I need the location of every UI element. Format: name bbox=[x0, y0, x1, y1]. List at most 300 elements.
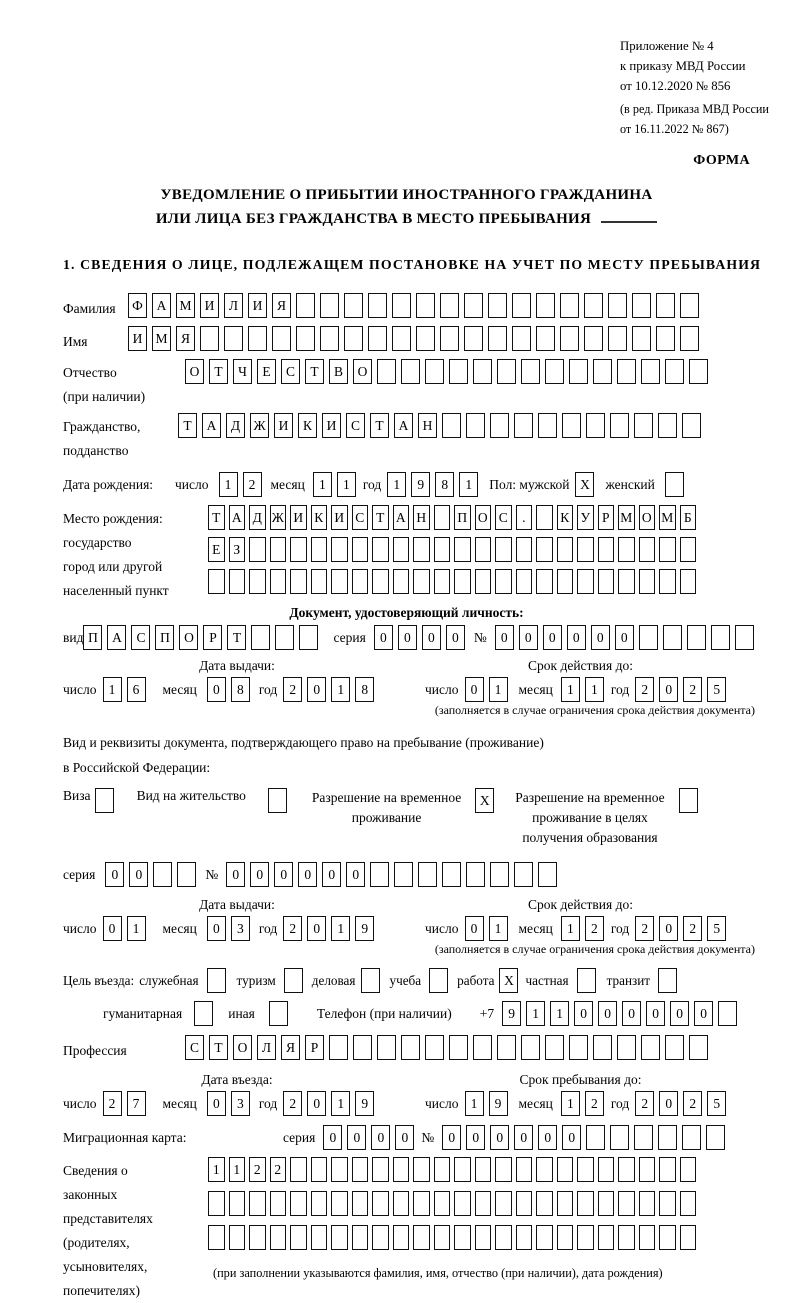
char-box[interactable] bbox=[618, 537, 635, 562]
char-box[interactable]: О bbox=[179, 625, 198, 650]
char-box[interactable] bbox=[331, 537, 348, 562]
char-box[interactable]: 0 bbox=[659, 916, 678, 941]
char-box[interactable]: 0 bbox=[659, 677, 678, 702]
char-box[interactable] bbox=[516, 537, 533, 562]
char-box[interactable]: X bbox=[575, 472, 594, 497]
char-box[interactable] bbox=[434, 537, 451, 562]
res-issue-month-input[interactable] bbox=[207, 916, 255, 941]
char-box[interactable] bbox=[586, 413, 605, 438]
char-box[interactable] bbox=[95, 788, 114, 813]
char-box[interactable] bbox=[393, 569, 410, 594]
char-box[interactable] bbox=[497, 1035, 516, 1060]
char-box[interactable]: М bbox=[152, 326, 171, 351]
temp-residence-edu-checkbox[interactable] bbox=[679, 788, 703, 813]
char-box[interactable]: У bbox=[577, 505, 594, 530]
char-box[interactable] bbox=[229, 569, 246, 594]
doc-valid-month-input[interactable] bbox=[561, 677, 609, 702]
char-box[interactable] bbox=[687, 625, 706, 650]
char-box[interactable] bbox=[454, 1157, 471, 1182]
char-box[interactable] bbox=[488, 326, 507, 351]
patronymic-input[interactable] bbox=[185, 359, 713, 384]
char-box[interactable] bbox=[488, 293, 507, 318]
char-box[interactable] bbox=[473, 1035, 492, 1060]
char-box[interactable] bbox=[718, 1001, 737, 1026]
char-box[interactable]: 1 bbox=[585, 677, 604, 702]
char-box[interactable]: А bbox=[394, 413, 413, 438]
char-box[interactable] bbox=[569, 359, 588, 384]
char-box[interactable]: 0 bbox=[374, 625, 393, 650]
char-box[interactable] bbox=[679, 788, 698, 813]
char-box[interactable] bbox=[495, 537, 512, 562]
char-box[interactable]: 9 bbox=[502, 1001, 521, 1026]
char-box[interactable] bbox=[224, 326, 243, 351]
char-box[interactable] bbox=[536, 505, 553, 530]
res-issue-day-input[interactable] bbox=[103, 916, 151, 941]
char-box[interactable] bbox=[598, 569, 615, 594]
char-box[interactable]: П bbox=[155, 625, 174, 650]
entry-month-input[interactable] bbox=[207, 1091, 255, 1116]
char-box[interactable] bbox=[521, 359, 540, 384]
profession-input[interactable] bbox=[185, 1035, 713, 1060]
char-box[interactable]: 9 bbox=[489, 1091, 508, 1116]
char-box[interactable] bbox=[434, 569, 451, 594]
char-box[interactable] bbox=[229, 1191, 246, 1216]
char-box[interactable]: 0 bbox=[519, 625, 538, 650]
char-box[interactable] bbox=[208, 1191, 225, 1216]
char-box[interactable] bbox=[272, 326, 291, 351]
birth-year-input[interactable] bbox=[387, 472, 483, 497]
char-box[interactable] bbox=[560, 326, 579, 351]
char-box[interactable] bbox=[639, 1157, 656, 1182]
char-box[interactable]: Я bbox=[272, 293, 291, 318]
char-box[interactable]: А bbox=[152, 293, 171, 318]
purpose-business-checkbox[interactable] bbox=[361, 968, 385, 993]
char-box[interactable]: 0 bbox=[670, 1001, 689, 1026]
char-box[interactable]: М bbox=[618, 505, 635, 530]
doc-valid-year-input[interactable] bbox=[635, 677, 731, 702]
char-box[interactable] bbox=[632, 326, 651, 351]
char-box[interactable] bbox=[711, 625, 730, 650]
char-box[interactable]: 8 bbox=[355, 677, 374, 702]
char-box[interactable] bbox=[490, 862, 509, 887]
char-box[interactable] bbox=[251, 625, 270, 650]
char-box[interactable]: Т bbox=[178, 413, 197, 438]
doc-valid-day-input[interactable] bbox=[465, 677, 513, 702]
char-box[interactable] bbox=[311, 1157, 328, 1182]
char-box[interactable]: 0 bbox=[322, 862, 341, 887]
char-box[interactable] bbox=[665, 359, 684, 384]
char-box[interactable] bbox=[352, 537, 369, 562]
char-box[interactable]: 2 bbox=[683, 1091, 702, 1116]
purpose-official-checkbox[interactable] bbox=[207, 968, 231, 993]
char-box[interactable] bbox=[577, 968, 596, 993]
char-box[interactable]: П bbox=[83, 625, 102, 650]
char-box[interactable]: 8 bbox=[435, 472, 454, 497]
char-box[interactable] bbox=[464, 326, 483, 351]
char-box[interactable] bbox=[680, 1191, 697, 1216]
doc-type-input[interactable] bbox=[83, 625, 323, 650]
entry-day-input[interactable] bbox=[103, 1091, 151, 1116]
char-box[interactable] bbox=[495, 1191, 512, 1216]
char-box[interactable] bbox=[584, 326, 603, 351]
char-box[interactable]: 1 bbox=[337, 472, 356, 497]
char-box[interactable]: 1 bbox=[331, 1091, 350, 1116]
char-box[interactable] bbox=[641, 359, 660, 384]
char-box[interactable]: Я bbox=[176, 326, 195, 351]
sex-female-checkbox[interactable] bbox=[665, 472, 689, 497]
char-box[interactable]: Я bbox=[281, 1035, 300, 1060]
char-box[interactable]: 0 bbox=[465, 677, 484, 702]
char-box[interactable] bbox=[473, 359, 492, 384]
char-box[interactable] bbox=[538, 862, 557, 887]
temp-residence-checkbox[interactable] bbox=[475, 788, 499, 813]
char-box[interactable] bbox=[200, 326, 219, 351]
char-box[interactable] bbox=[536, 1191, 553, 1216]
char-box[interactable]: 0 bbox=[105, 862, 124, 887]
char-box[interactable]: Д bbox=[226, 413, 245, 438]
char-box[interactable] bbox=[593, 1035, 612, 1060]
char-box[interactable] bbox=[516, 569, 533, 594]
char-box[interactable] bbox=[353, 1035, 372, 1060]
char-box[interactable]: А bbox=[202, 413, 221, 438]
doc-series-input[interactable] bbox=[374, 625, 470, 650]
char-box[interactable]: 1 bbox=[208, 1157, 225, 1182]
char-box[interactable]: 3 bbox=[231, 1091, 250, 1116]
char-box[interactable] bbox=[344, 293, 363, 318]
char-box[interactable]: 0 bbox=[622, 1001, 641, 1026]
char-box[interactable]: 9 bbox=[411, 472, 430, 497]
char-box[interactable] bbox=[434, 1225, 451, 1250]
char-box[interactable] bbox=[249, 537, 266, 562]
char-box[interactable] bbox=[393, 1191, 410, 1216]
char-box[interactable]: 2 bbox=[270, 1157, 287, 1182]
char-box[interactable]: 0 bbox=[591, 625, 610, 650]
char-box[interactable] bbox=[270, 569, 287, 594]
char-box[interactable] bbox=[440, 326, 459, 351]
char-box[interactable]: 2 bbox=[635, 1091, 654, 1116]
char-box[interactable] bbox=[393, 537, 410, 562]
char-box[interactable] bbox=[608, 326, 627, 351]
char-box[interactable]: Р bbox=[305, 1035, 324, 1060]
char-box[interactable] bbox=[617, 1035, 636, 1060]
char-box[interactable] bbox=[418, 862, 437, 887]
char-box[interactable] bbox=[569, 1035, 588, 1060]
char-box[interactable]: 1 bbox=[103, 677, 122, 702]
representatives-line1-input[interactable] bbox=[208, 1157, 700, 1182]
char-box[interactable]: 1 bbox=[489, 916, 508, 941]
char-box[interactable] bbox=[466, 413, 485, 438]
char-box[interactable] bbox=[249, 1191, 266, 1216]
char-box[interactable]: И bbox=[331, 505, 348, 530]
char-box[interactable]: 2 bbox=[585, 916, 604, 941]
char-box[interactable] bbox=[416, 293, 435, 318]
char-box[interactable]: Д bbox=[249, 505, 266, 530]
char-box[interactable] bbox=[577, 1191, 594, 1216]
char-box[interactable] bbox=[680, 326, 699, 351]
char-box[interactable]: 0 bbox=[598, 1001, 617, 1026]
char-box[interactable]: Т bbox=[209, 359, 228, 384]
char-box[interactable] bbox=[639, 1225, 656, 1250]
char-box[interactable]: 0 bbox=[562, 1125, 581, 1150]
char-box[interactable] bbox=[560, 293, 579, 318]
char-box[interactable] bbox=[536, 1157, 553, 1182]
char-box[interactable]: 0 bbox=[226, 862, 245, 887]
char-box[interactable] bbox=[442, 862, 461, 887]
char-box[interactable] bbox=[536, 293, 555, 318]
visa-checkbox[interactable] bbox=[95, 788, 119, 813]
char-box[interactable] bbox=[557, 1191, 574, 1216]
char-box[interactable] bbox=[521, 1035, 540, 1060]
sex-male-checkbox[interactable] bbox=[575, 472, 599, 497]
char-box[interactable] bbox=[536, 326, 555, 351]
char-box[interactable]: 0 bbox=[395, 1125, 414, 1150]
char-box[interactable] bbox=[536, 569, 553, 594]
char-box[interactable] bbox=[392, 326, 411, 351]
char-box[interactable]: 0 bbox=[646, 1001, 665, 1026]
char-box[interactable]: С bbox=[495, 505, 512, 530]
purpose-work-checkbox[interactable] bbox=[499, 968, 523, 993]
char-box[interactable]: Т bbox=[209, 1035, 228, 1060]
char-box[interactable]: 1 bbox=[526, 1001, 545, 1026]
char-box[interactable]: Ф bbox=[128, 293, 147, 318]
mig-number-input[interactable] bbox=[442, 1125, 730, 1150]
char-box[interactable] bbox=[377, 359, 396, 384]
char-box[interactable] bbox=[618, 569, 635, 594]
char-box[interactable]: И bbox=[200, 293, 219, 318]
char-box[interactable] bbox=[634, 1125, 653, 1150]
char-box[interactable] bbox=[361, 968, 380, 993]
char-box[interactable] bbox=[680, 1157, 697, 1182]
char-box[interactable]: К bbox=[557, 505, 574, 530]
char-box[interactable]: И bbox=[290, 505, 307, 530]
char-box[interactable]: А bbox=[393, 505, 410, 530]
char-box[interactable] bbox=[284, 968, 303, 993]
char-box[interactable] bbox=[434, 1191, 451, 1216]
char-box[interactable]: Т bbox=[208, 505, 225, 530]
char-box[interactable]: 2 bbox=[283, 677, 302, 702]
char-box[interactable]: О bbox=[185, 359, 204, 384]
char-box[interactable] bbox=[372, 1191, 389, 1216]
char-box[interactable] bbox=[475, 1157, 492, 1182]
char-box[interactable] bbox=[577, 537, 594, 562]
purpose-humanitarian-checkbox[interactable] bbox=[194, 1001, 218, 1026]
char-box[interactable] bbox=[659, 1225, 676, 1250]
char-box[interactable]: 0 bbox=[574, 1001, 593, 1026]
residence-permit-checkbox[interactable] bbox=[268, 788, 292, 813]
char-box[interactable] bbox=[290, 537, 307, 562]
char-box[interactable] bbox=[269, 1001, 288, 1026]
char-box[interactable]: Л bbox=[224, 293, 243, 318]
char-box[interactable]: 2 bbox=[585, 1091, 604, 1116]
char-box[interactable]: 0 bbox=[615, 625, 634, 650]
char-box[interactable] bbox=[618, 1157, 635, 1182]
char-box[interactable] bbox=[393, 1225, 410, 1250]
char-box[interactable]: 1 bbox=[229, 1157, 246, 1182]
char-box[interactable] bbox=[413, 1157, 430, 1182]
char-box[interactable] bbox=[413, 1191, 430, 1216]
char-box[interactable] bbox=[311, 1191, 328, 1216]
char-box[interactable]: 1 bbox=[489, 677, 508, 702]
char-box[interactable] bbox=[416, 326, 435, 351]
char-box[interactable]: 5 bbox=[707, 916, 726, 941]
char-box[interactable]: 0 bbox=[250, 862, 269, 887]
char-box[interactable] bbox=[413, 1225, 430, 1250]
char-box[interactable] bbox=[331, 1157, 348, 1182]
char-box[interactable]: 2 bbox=[249, 1157, 266, 1182]
char-box[interactable] bbox=[413, 537, 430, 562]
char-box[interactable] bbox=[229, 1225, 246, 1250]
char-box[interactable]: О bbox=[233, 1035, 252, 1060]
char-box[interactable]: А bbox=[107, 625, 126, 650]
char-box[interactable]: Р bbox=[598, 505, 615, 530]
char-box[interactable] bbox=[296, 326, 315, 351]
char-box[interactable] bbox=[208, 1225, 225, 1250]
char-box[interactable] bbox=[352, 1191, 369, 1216]
char-box[interactable] bbox=[632, 293, 651, 318]
char-box[interactable]: 2 bbox=[683, 677, 702, 702]
char-box[interactable] bbox=[475, 537, 492, 562]
char-box[interactable]: 9 bbox=[355, 916, 374, 941]
char-box[interactable]: 0 bbox=[538, 1125, 557, 1150]
char-box[interactable]: 1 bbox=[465, 1091, 484, 1116]
char-box[interactable] bbox=[270, 1225, 287, 1250]
phone-input[interactable] bbox=[502, 1001, 742, 1026]
char-box[interactable] bbox=[352, 1157, 369, 1182]
char-box[interactable]: 0 bbox=[307, 1091, 326, 1116]
res-valid-month-input[interactable] bbox=[561, 916, 609, 941]
char-box[interactable] bbox=[475, 569, 492, 594]
char-box[interactable]: И bbox=[248, 293, 267, 318]
char-box[interactable] bbox=[392, 293, 411, 318]
char-box[interactable] bbox=[610, 1125, 629, 1150]
char-box[interactable]: П bbox=[454, 505, 471, 530]
char-box[interactable]: 5 bbox=[707, 677, 726, 702]
char-box[interactable] bbox=[514, 413, 533, 438]
char-box[interactable] bbox=[466, 862, 485, 887]
representatives-line3-input[interactable] bbox=[208, 1225, 700, 1250]
char-box[interactable] bbox=[545, 359, 564, 384]
char-box[interactable]: Ч bbox=[233, 359, 252, 384]
char-box[interactable] bbox=[665, 1035, 684, 1060]
char-box[interactable] bbox=[194, 1001, 213, 1026]
char-box[interactable]: Т bbox=[370, 413, 389, 438]
stay-day-input[interactable] bbox=[465, 1091, 513, 1116]
char-box[interactable] bbox=[352, 569, 369, 594]
char-box[interactable] bbox=[331, 1225, 348, 1250]
char-box[interactable] bbox=[268, 788, 287, 813]
char-box[interactable]: И bbox=[322, 413, 341, 438]
char-box[interactable]: X bbox=[499, 968, 518, 993]
surname-input[interactable] bbox=[128, 293, 704, 318]
char-box[interactable]: Л bbox=[257, 1035, 276, 1060]
char-box[interactable] bbox=[393, 1157, 410, 1182]
char-box[interactable]: 0 bbox=[103, 916, 122, 941]
char-box[interactable]: 0 bbox=[514, 1125, 533, 1150]
char-box[interactable] bbox=[618, 1225, 635, 1250]
char-box[interactable]: С bbox=[352, 505, 369, 530]
char-box[interactable] bbox=[290, 1191, 307, 1216]
char-box[interactable] bbox=[320, 293, 339, 318]
char-box[interactable]: 6 bbox=[127, 677, 146, 702]
char-box[interactable]: 0 bbox=[347, 1125, 366, 1150]
char-box[interactable]: 1 bbox=[561, 916, 580, 941]
char-box[interactable] bbox=[584, 293, 603, 318]
char-box[interactable]: 1 bbox=[127, 916, 146, 941]
char-box[interactable] bbox=[598, 1191, 615, 1216]
char-box[interactable]: 1 bbox=[561, 677, 580, 702]
char-box[interactable] bbox=[634, 413, 653, 438]
char-box[interactable]: Н bbox=[413, 505, 430, 530]
char-box[interactable]: И bbox=[128, 326, 147, 351]
entry-year-input[interactable] bbox=[283, 1091, 379, 1116]
char-box[interactable] bbox=[598, 1225, 615, 1250]
char-box[interactable] bbox=[329, 1035, 348, 1060]
char-box[interactable] bbox=[372, 569, 389, 594]
char-box[interactable]: 2 bbox=[283, 1091, 302, 1116]
char-box[interactable] bbox=[557, 1157, 574, 1182]
char-box[interactable]: 2 bbox=[683, 916, 702, 941]
char-box[interactable] bbox=[249, 1225, 266, 1250]
char-box[interactable]: Ж bbox=[270, 505, 287, 530]
char-box[interactable]: 0 bbox=[567, 625, 586, 650]
char-box[interactable] bbox=[658, 968, 677, 993]
char-box[interactable] bbox=[352, 1225, 369, 1250]
char-box[interactable] bbox=[577, 569, 594, 594]
char-box[interactable]: 3 bbox=[231, 916, 250, 941]
char-box[interactable] bbox=[658, 1125, 677, 1150]
res-valid-year-input[interactable] bbox=[635, 916, 731, 941]
char-box[interactable] bbox=[639, 537, 656, 562]
char-box[interactable] bbox=[495, 1157, 512, 1182]
char-box[interactable] bbox=[735, 625, 754, 650]
char-box[interactable]: 0 bbox=[442, 1125, 461, 1150]
char-box[interactable] bbox=[659, 1157, 676, 1182]
char-box[interactable] bbox=[372, 1225, 389, 1250]
char-box[interactable] bbox=[610, 413, 629, 438]
stay-month-input[interactable] bbox=[561, 1091, 609, 1116]
purpose-transit-checkbox[interactable] bbox=[658, 968, 682, 993]
char-box[interactable] bbox=[299, 625, 318, 650]
char-box[interactable] bbox=[682, 413, 701, 438]
char-box[interactable] bbox=[516, 1191, 533, 1216]
char-box[interactable]: 0 bbox=[207, 677, 226, 702]
char-box[interactable] bbox=[270, 537, 287, 562]
char-box[interactable] bbox=[429, 968, 448, 993]
char-box[interactable] bbox=[659, 569, 676, 594]
char-box[interactable] bbox=[618, 1191, 635, 1216]
char-box[interactable] bbox=[442, 413, 461, 438]
char-box[interactable] bbox=[449, 1035, 468, 1060]
char-box[interactable] bbox=[577, 1225, 594, 1250]
res-series-input[interactable] bbox=[105, 862, 201, 887]
char-box[interactable] bbox=[577, 1157, 594, 1182]
purpose-study-checkbox[interactable] bbox=[429, 968, 453, 993]
char-box[interactable] bbox=[449, 359, 468, 384]
char-box[interactable] bbox=[372, 1157, 389, 1182]
char-box[interactable] bbox=[370, 862, 389, 887]
char-box[interactable] bbox=[475, 1191, 492, 1216]
res-number-input[interactable] bbox=[226, 862, 562, 887]
char-box[interactable] bbox=[598, 1157, 615, 1182]
char-box[interactable]: 0 bbox=[307, 916, 326, 941]
char-box[interactable] bbox=[425, 359, 444, 384]
char-box[interactable]: 0 bbox=[543, 625, 562, 650]
doc-issue-year-input[interactable] bbox=[283, 677, 379, 702]
char-box[interactable]: 0 bbox=[298, 862, 317, 887]
char-box[interactable] bbox=[659, 537, 676, 562]
char-box[interactable]: 1 bbox=[561, 1091, 580, 1116]
char-box[interactable]: 2 bbox=[243, 472, 262, 497]
